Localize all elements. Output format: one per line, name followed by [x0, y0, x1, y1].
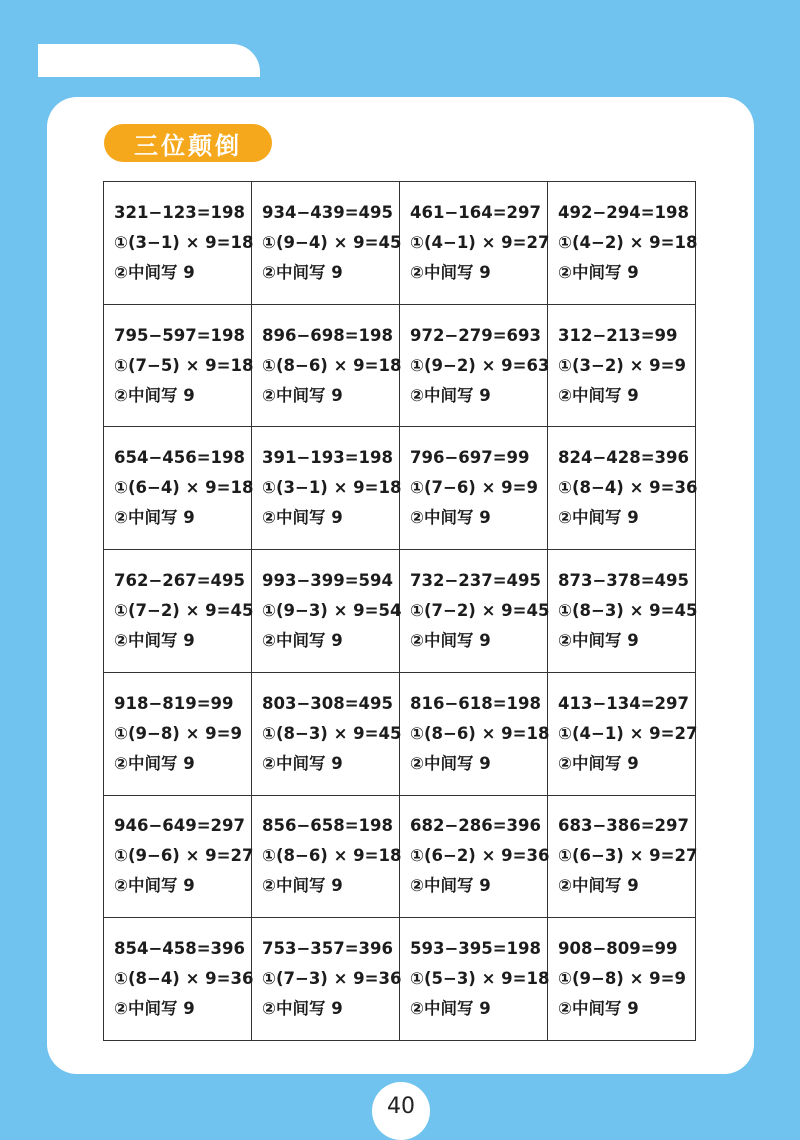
step-two-text: ②中间写 9 — [558, 508, 639, 528]
equation-text: 824−428=396 — [558, 448, 689, 468]
step-one-text: ①(8−3) × 9=45 — [558, 600, 698, 620]
step-one-text: ①(4−2) × 9=18 — [558, 232, 698, 252]
step-two-text: ②中间写 9 — [410, 262, 491, 282]
step-one-text: ①(7−2) × 9=45 — [410, 600, 550, 620]
step-one-text: ①(6−2) × 9=36 — [410, 846, 550, 866]
step-one-text: ①(3−1) × 9=18 — [114, 232, 254, 252]
exercise-cell — [400, 795, 548, 918]
equation-text: 934−439=495 — [262, 202, 393, 222]
equation-text: 753−357=396 — [262, 939, 393, 959]
step-one-text: ①(6−3) × 9=27 — [558, 846, 698, 866]
exercise-cell — [548, 427, 696, 550]
equation-text: 461−164=297 — [410, 202, 541, 222]
step-one-text: ①(7−2) × 9=45 — [114, 600, 254, 620]
exercise-cell — [400, 550, 548, 673]
step-one-text: ①(7−6) × 9=9 — [410, 478, 538, 498]
equation-text: 918−819=99 — [114, 693, 234, 713]
step-two-text: ②中间写 9 — [410, 999, 491, 1019]
grid-row — [104, 304, 696, 427]
equation-text: 762−267=495 — [114, 570, 245, 590]
equation-text: 856−658=198 — [262, 816, 393, 836]
equation-text: 873−378=495 — [558, 570, 689, 590]
grid-row — [104, 795, 696, 918]
exercise-cell — [400, 918, 548, 1041]
exercise-cell — [400, 182, 548, 305]
step-two-text: ②中间写 9 — [558, 753, 639, 773]
equation-text: 654−456=198 — [114, 448, 245, 468]
step-two-text: ②中间写 9 — [262, 999, 343, 1019]
equation-text: 908−809=99 — [558, 939, 678, 959]
grid-row — [104, 672, 696, 795]
step-two-text: ②中间写 9 — [558, 999, 639, 1019]
equation-text: 972−279=693 — [410, 325, 541, 345]
exercise-cell — [400, 304, 548, 427]
equation-text: 413−134=297 — [558, 693, 689, 713]
exercise-cell — [548, 304, 696, 427]
section-title-badge: 三位颠倒 — [104, 124, 272, 162]
equation-text: 854−458=396 — [114, 939, 245, 959]
step-one-text: ①(7−3) × 9=36 — [262, 969, 402, 989]
equation-text: 593−395=198 — [410, 939, 541, 959]
step-two-text: ②中间写 9 — [262, 385, 343, 405]
step-two-text: ②中间写 9 — [410, 385, 491, 405]
exercise-cell — [548, 795, 696, 918]
equation-text: 896−698=198 — [262, 325, 393, 345]
step-two-text: ②中间写 9 — [410, 753, 491, 773]
step-one-text: ①(8−6) × 9=18 — [262, 846, 402, 866]
step-one-text: ①(6−4) × 9=18 — [114, 478, 254, 498]
step-one-text: ①(9−2) × 9=63 — [410, 355, 550, 375]
step-two-text: ②中间写 9 — [114, 876, 195, 896]
step-two-text: ②中间写 9 — [558, 385, 639, 405]
step-two-text: ②中间写 9 — [410, 630, 491, 650]
step-two-text: ②中间写 9 — [114, 508, 195, 528]
equation-text: 321−123=198 — [114, 202, 245, 222]
exercise-cell — [252, 182, 400, 305]
step-two-text: ②中间写 9 — [114, 630, 195, 650]
step-two-text: ②中间写 9 — [558, 630, 639, 650]
step-one-text: ①(8−4) × 9=36 — [558, 478, 698, 498]
equation-text: 492−294=198 — [558, 202, 689, 222]
step-two-text: ②中间写 9 — [114, 385, 195, 405]
step-two-text: ②中间写 9 — [114, 999, 195, 1019]
step-one-text: ①(4−1) × 9=27 — [410, 232, 550, 252]
exercise-cell — [104, 182, 252, 305]
step-two-text: ②中间写 9 — [114, 753, 195, 773]
exercise-cell — [104, 304, 252, 427]
equation-text: 816−618=198 — [410, 693, 541, 713]
step-two-text: ②中间写 9 — [558, 262, 639, 282]
exercise-cell — [548, 918, 696, 1041]
step-one-text: ①(4−1) × 9=27 — [558, 723, 698, 743]
equation-text: 682−286=396 — [410, 816, 541, 836]
step-one-text: ①(8−3) × 9=45 — [262, 723, 402, 743]
step-two-text: ②中间写 9 — [114, 262, 195, 282]
equation-text: 993−399=594 — [262, 570, 393, 590]
step-two-text: ②中间写 9 — [410, 876, 491, 896]
grid-row — [104, 918, 696, 1041]
equation-text: 732−237=495 — [410, 570, 541, 590]
exercise-cell — [548, 182, 696, 305]
step-two-text: ②中间写 9 — [410, 508, 491, 528]
step-two-text: ②中间写 9 — [262, 753, 343, 773]
grid-row — [104, 550, 696, 673]
step-one-text: ①(9−6) × 9=27 — [114, 846, 254, 866]
exercise-cell — [252, 304, 400, 427]
equation-text: 683−386=297 — [558, 816, 689, 836]
step-one-text: ①(8−6) × 9=18 — [410, 723, 550, 743]
step-one-text: ①(7−5) × 9=18 — [114, 355, 254, 375]
exercise-cell — [104, 427, 252, 550]
equation-text: 795−597=198 — [114, 325, 245, 345]
exercise-cell — [548, 550, 696, 673]
step-two-text: ②中间写 9 — [262, 630, 343, 650]
step-one-text: ①(5−3) × 9=18 — [410, 969, 550, 989]
top-tab — [38, 44, 260, 77]
exercise-cell — [252, 550, 400, 673]
exercise-cell — [104, 672, 252, 795]
exercise-cell — [252, 672, 400, 795]
page-number: 40 — [372, 1082, 430, 1140]
step-two-text: ②中间写 9 — [558, 876, 639, 896]
step-one-text: ①(3−1) × 9=18 — [262, 478, 402, 498]
exercise-cell — [252, 795, 400, 918]
exercise-cell — [400, 672, 548, 795]
grid-row — [104, 427, 696, 550]
equation-text: 312−213=99 — [558, 325, 678, 345]
step-one-text: ①(9−4) × 9=45 — [262, 232, 402, 252]
exercise-cell — [252, 918, 400, 1041]
equation-text: 796−697=99 — [410, 448, 530, 468]
equation-text: 803−308=495 — [262, 693, 393, 713]
step-one-text: ①(9−3) × 9=54 — [262, 600, 402, 620]
exercise-cell — [104, 918, 252, 1041]
step-one-text: ①(9−8) × 9=9 — [558, 969, 686, 989]
step-one-text: ①(8−6) × 9=18 — [262, 355, 402, 375]
exercise-cell — [104, 550, 252, 673]
step-two-text: ②中间写 9 — [262, 262, 343, 282]
grid-row — [104, 182, 696, 305]
exercise-cell — [104, 795, 252, 918]
exercise-cell — [400, 427, 548, 550]
step-two-text: ②中间写 9 — [262, 876, 343, 896]
step-two-text: ②中间写 9 — [262, 508, 343, 528]
exercise-cell — [252, 427, 400, 550]
equation-text: 391−193=198 — [262, 448, 393, 468]
exercise-grid — [103, 181, 696, 1041]
equation-text: 946−649=297 — [114, 816, 245, 836]
step-one-text: ①(9−8) × 9=9 — [114, 723, 242, 743]
step-one-text: ①(8−4) × 9=36 — [114, 969, 254, 989]
exercise-cell — [548, 672, 696, 795]
step-one-text: ①(3−2) × 9=9 — [558, 355, 686, 375]
